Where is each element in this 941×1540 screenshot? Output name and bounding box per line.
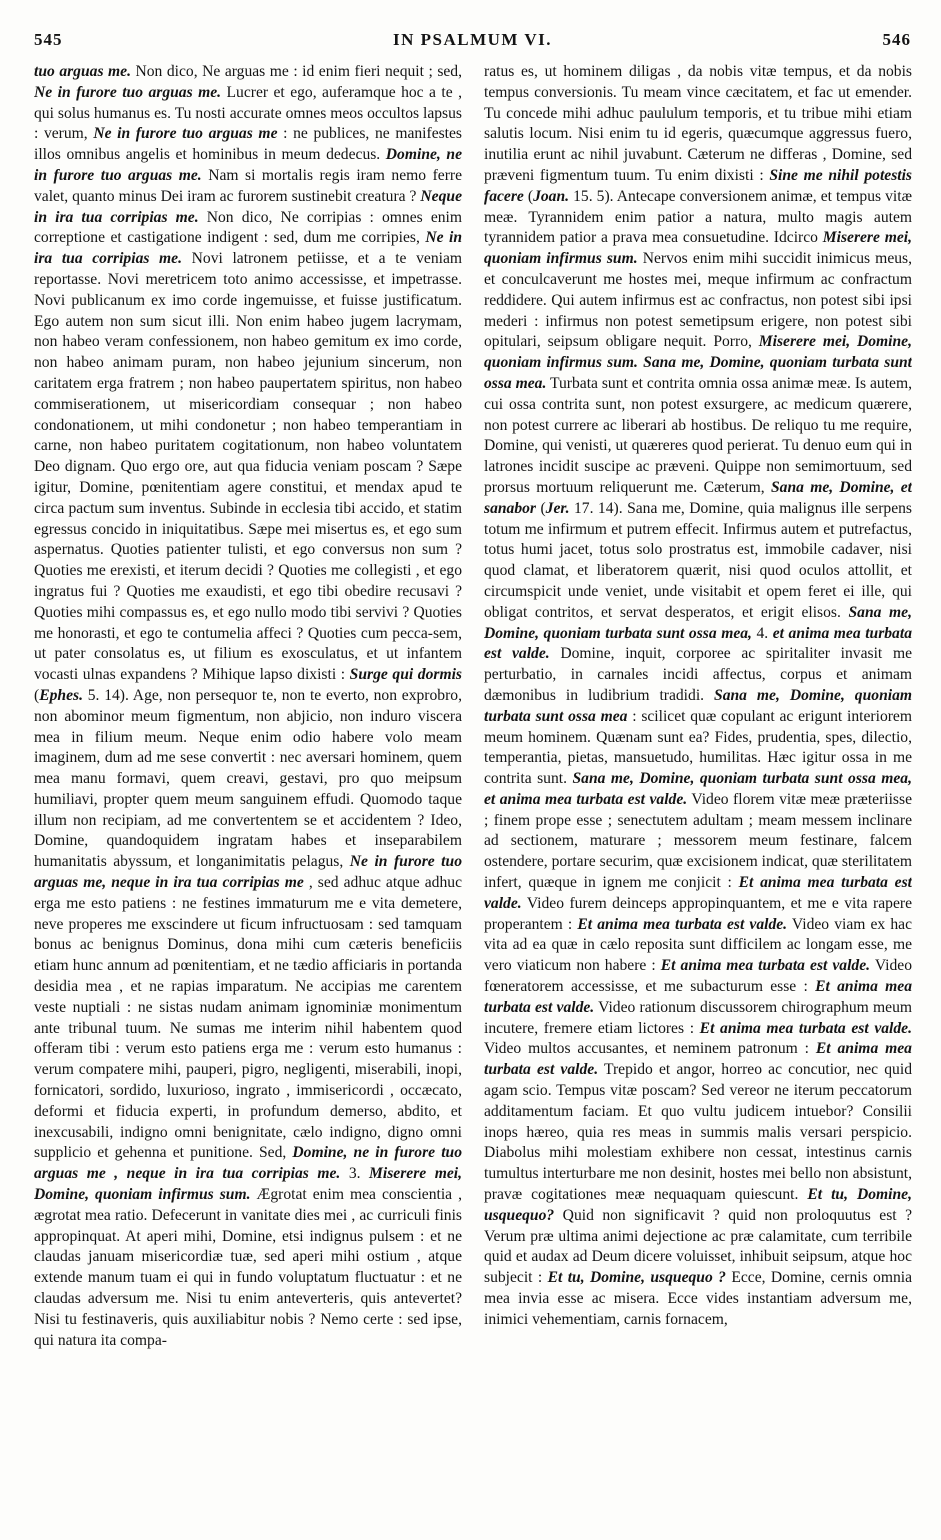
text-columns [34, 62, 912, 1524]
text-run: Trepido et angor, horreo ac concutior, nec quid agam scio. Tempus vitæ poscam? Sed vereor ne iterum peccatorum additamentum faciam. Et quo vultu judicem intuebor? Consilii inops hæreo, quia res meas in summis malis versari perspicio. Diabolus mihi molestiam exhibere non cessat, intestinus carnis tumultus interturbare me non desinit, hostes mei bello non absistunt, pravæ cogitationes meæ nequaquam quiescunt. [484, 1061, 912, 1204]
text-run: Video rationum discussorem chirographum meum incutere, fremere etiam lictores : [484, 998, 912, 1037]
scripture-quote: Ne in furore tuo arguas me, neque in ira tua corripias me [34, 853, 462, 892]
scripture-quote: Sana me, Domine, et sanabor [484, 478, 912, 517]
text-run: : ne publices, ne manifestes illos omnibus angelis et hominibus in meum dedecus. [34, 125, 462, 164]
scripture-quote: Ephes. [39, 686, 83, 704]
scripture-quote: Joan. [533, 187, 570, 205]
text-run: : scilicet quæ copulant ac erigunt interiorem meum hominem. Quænam sunt ea? Fides, prudentia, spes, dilectio, temperantia, pietas, mansuetudo, humilitas. Hæc igitur ossa in me contrita sunt. [484, 707, 912, 788]
scripture-quote: tuo arguas me. [34, 63, 131, 80]
scripture-quote: Sana me, Domine, quoniam turbata sunt ossa mea, et anima mea turbata est valde. [484, 770, 912, 808]
text-run: Nam si mortalis regis iram nemo ferre valet, quanto minus Dei iram ac furorem sustinebit creatura ? [34, 166, 462, 205]
scripture-quote: Sana me, Domine, quoniam turbata sunt ossa mea [484, 686, 912, 725]
text-run: Nervos enim mihi succidit inimicus meus, et conculcaverunt me hostes mei, meque infirmum ac confractum reddidere. Qui autem infirmus est ac confractus, non potest sibi ipsi mederi : infirmus non potest semetipsum erigere, non potest sibi opitulari, seipsum obligare nequit. Porro, [484, 250, 912, 351]
scripture-quote: Surge qui dormis [349, 666, 462, 684]
scripture-quote: Miserere mei, Domine, quoniam infirmus sum. [34, 1165, 462, 1204]
scripture-quote: Et anima mea turbata est valde. [577, 915, 788, 933]
text-run: 17. 14). Sana me, Domine, quia malignus ille serpens totum me infirmum et putrem effecit. Infirmus autem et putrefactus, totus humi jacet, totus solo prostratus est, immobile cadaver, nisi quod clamat, et liberatorem quærit, nisi quod oculos attollit, et circumspicit unde veniet, unde visitabit et opem feret ei ille, qui obligat contritos, et servat desperatos, et erigit elisos. [484, 499, 912, 621]
scripture-quote: Domine, ne in furore tuo arguas me. [34, 146, 462, 184]
right-column-text [484, 62, 912, 1331]
text-run: Ægrotat enim mea conscientia , ægrotat mea ratio. Defecerunt in vanitate dies mei , ac curriculi finis appropinquat. At aperi mihi, Domine, etsi indignus pulsem : et ne claudas januam misericordiæ tuæ, sed aperi mihi ostium , atque extende manum tuam ei qui in fundo voluptatum fluctuatur : et ne claudas adversum me. Nisi tu enim anteverteris, quis antevertet? Nisi tu festinaveris, quis auxiliabitur nobis ? Nemo certe : sed ipse, qui natura ita compa- [34, 1186, 462, 1349]
text-run: Video multos accusantes, et neminem patronum : [484, 1040, 816, 1058]
text-run: Ecce, Domine, cernis omnia mea invia esse ac misera. Ecce vides instantiam adversum me, inimici vehementiam, carnis fornacem, [484, 1269, 912, 1328]
text-run: Non dico, Ne corripias : omnes enim correptione et castigatione indigent : sed, dum me corripies, [34, 208, 462, 247]
scripture-quote: Ne in furore tuo arguas me [93, 125, 278, 143]
scripture-quote: Jer. [545, 499, 570, 517]
scripture-quote: Et tu, Domine, usquequo? [484, 1186, 912, 1224]
text-run: ( [34, 686, 40, 704]
scripture-quote: Et tu, Domine, usquequo ? [547, 1269, 726, 1287]
text-run: Video viam ex hac vita ad ea quæ in cælo reposita sunt difficilem ac longam esse, me vero viaticum non habere : [484, 915, 912, 975]
text-run: ( [523, 187, 534, 205]
left-column [34, 62, 462, 1524]
text-run: Video furem deinceps appropinquantem, et me e vita rapere properantem : [484, 894, 912, 933]
text-run: Turbata sunt et contrita omnia ossa animæ meæ. Is autem, cui ossa contrita sunt, non potest exsurgere, ac medicum quærere, non potest currere ac liberari ab hostibus. De reliquo tu me require, Domine, qui venisti, ut quæreres quod perierat. Tu denuo eum qui in latrones incidit suscipe ac præveni. Quippe non semimortuum, sed prorsus mortuum reliquerunt me. Cæterum, [484, 374, 912, 496]
scripture-quote: Sine me nihil potestis facere [484, 166, 912, 205]
scripture-quote: Miserere mei, quoniam infirmus sum. [484, 229, 912, 268]
scripture-quote: Sana me, Domine, quoniam turbata sunt ossa mea, [484, 603, 912, 642]
text-run: Novi latronem petiisse, et a te veniam reportasse. Novi meretricem toto animo accessisse, et impetrasse. Novi publicanum ex imo corde ingemuisse, et fuisse justificatum. Ego autem non sum sicut illi. Non enim habeo jugem lacrymam, non habeo veram confessionem, non habeo gemitum ex imo corde, non habeo animam puram, non habeo jejunium sincerum, non caritatem erga fratrem ; non habeo paupertatem spiritus, non habeo commiserationem, ut misericordiam consequar ; non habeo condonationem, ut mihi condonetur ; non habeo temperantiam in carne, non habeo puritatem cogitationum, non habeo voluntatem Deo dignam. Quo ergo ore, aut qua fiducia veniam poscam ? Sæpe igitur, Domine, pœnitentiam agere constitui, et mendax apud te circa pactum sum inventus. Subinde in ecclesia tibi accido, et statim egressus concido in iniquitatibus. Sæpe mei misertus es, et ego sum aspernatus. Quoties patienter tulisti, et ego conversus non sum ? Quoties me erexisti, et iterum decidi ? Quoties me collegisti , et ego ingratus fui ? Quoties me exaudisti, et ego tibi obedire recusavi ? Quoties mihi compassus es, et ego nullo modo tibi servivi ? Quoties me honorasti, et ego te contumelia affeci ? Quoties cum pecca-sem, ut pater consolatus es, ut filium es exosculatus, et ut infantem vocasti ulnas expandens ? Mihique lapso dixisti : [34, 250, 462, 684]
text-run: , sed adhuc atque adhuc erga me esto patiens : ne festines immaturum me e vita demetere, neve properes me exscindere ut ficum infructuosam : sed tamquam bonus ac benignus Dominus, dona mihi cum cæteris beneficiis etiam hunc annum ad pœnitentiam, et ne tædio afficiaris in portanda desidia mea , et ne rapias imparatum. Ne accipias me carentem veste nuptiali : ne sistas nudam animam ignominiæ monimentum ante tribunal tuum. Ne sumas me interim nihil habentem quod offeram tibi : verum esto patiens erga me : verum esto humanus : verum compatere mihi, pauperi, pigro, negligenti, miserabili, inopi, fornicatori, sordido, luxurioso, ingrato , immisericordi , occæcato, deformi et fiducia experti, in profundum demerso, abdito, et inexcusabili, indigno omni benignitate, cælo indigno, digno omni supplicio et gehenna et punitione. Sed, [34, 874, 462, 1162]
page-number-right: 546 [882, 30, 911, 49]
left-column-text [34, 62, 462, 1351]
text-run: Quid non significavit ? quid non proloquutus est ? Verum præ ultima animi dejectione ac præ calamitate, cum terribile quid et audax ad Deum dicere voluisset, inhibuit seipsum, atque hoc subjecit : [484, 1206, 912, 1287]
text-run: Domine, inquit, corporee ac spiritaliter invasit me perturbatio, in carnales incidi affectus, corpus et animam dæmonibus in ludibrium tradidi. [484, 645, 912, 704]
scripture-quote: Neque in ira tua corripias me. [34, 187, 462, 226]
scripture-quote: Et anima mea turbata est valde. [484, 874, 912, 912]
scripture-quote: Ne in ira tua corripias me. [34, 229, 462, 268]
right-column [484, 62, 912, 1524]
text-run: 5. 14). Age, non persequor te, non te everto, non exprobro, non abominor meum figmentum, non abjicio, non induro viscera mea in filium meum. Neque enim odio habere volo meam imaginem, dum ad me sese convertit : nec aversari hominem, quem mea manu formavi, quem creavi, gestavi, pro quo meipsum humiliavi, propter quem meum sanguinem effudi. Quomodo taque illum non recipiam, ad me convertentem se et accidentem ? Ideo, Domine, quandoquidem ingratam habes et inseparabilem humanitatis abyssum, et longanimitatis pelagus, [34, 686, 462, 871]
scripture-quote: Miserere mei, Domine, quoniam infirmus sum. Sana me, Domine, quoniam turbata sunt ossa mea. [484, 333, 912, 392]
text-run: Video florem vitæ meæ præteriisse ; finem prope esse ; senectutem adultam ; meam messem inclinare ad sectionem, maturare ; messorem meum festinare, falcem ostendere, portare securim, quæ excisionem indicat, quæ sterilitatem infert, quæque in ignem me conjicit : [484, 790, 912, 892]
text-run: Lucrer et ego, auferamque hoc a te , qui solus humanus es. Tu nosti accurate omnes meos occultos lapsus : verum, [34, 83, 462, 143]
text-run: 4. [751, 624, 773, 642]
text-run: 3. [340, 1165, 370, 1183]
text-run: Non dico, Ne arguas me : id enim fieri nequit ; sed, [130, 63, 462, 80]
text-run: Video fœneratorem accessisse, et me subacturum esse : [484, 957, 912, 996]
text-run: ( [536, 499, 546, 517]
scripture-quote: Ne in furore tuo arguas me. [34, 83, 222, 101]
scripture-quote: Et anima mea turbata est valde. [699, 1019, 912, 1037]
scripture-quote: et anima mea turbata est valde. [484, 624, 912, 663]
text-run: ratus es, ut hominem diligas , da nobis vitæ tempus, et da nobis tempus conversionis. Tu meam vince cæcitatem, et fac ut emender. Tu concede mihi adhuc paululum temporis, et tu tribue mihi etiam salutis locum. Nisi enim tu id egeris, quæcumque aggressus fuero, inutilia erunt ac nihil juvabunt. Cæterum ne differas , Domine, sed præveni figmentum tuum. Tu enim dixisti : [484, 63, 912, 184]
text-run: 15. 5). Antecape conversionem animæ, et tempus vitæ meæ. Tyrannidem enim patior a natura, multo magis autem tyrannidem patior a prava mea consuetudine. Idcirco [484, 187, 912, 247]
scripture-quote: Et anima mea turbata est valde. [484, 1040, 912, 1079]
scripture-quote: Et anima mea turbata est valde. [660, 957, 871, 975]
running-header [34, 30, 911, 56]
running-title: IN PSALMUM VI. [392, 30, 553, 49]
scripture-quote: Et anima mea turbata est valde. [484, 978, 912, 1016]
scripture-quote: Domine, ne in furore tuo arguas me , neque in ira tua corripias me. [34, 1144, 462, 1183]
page-number-left: 545 [34, 30, 63, 49]
